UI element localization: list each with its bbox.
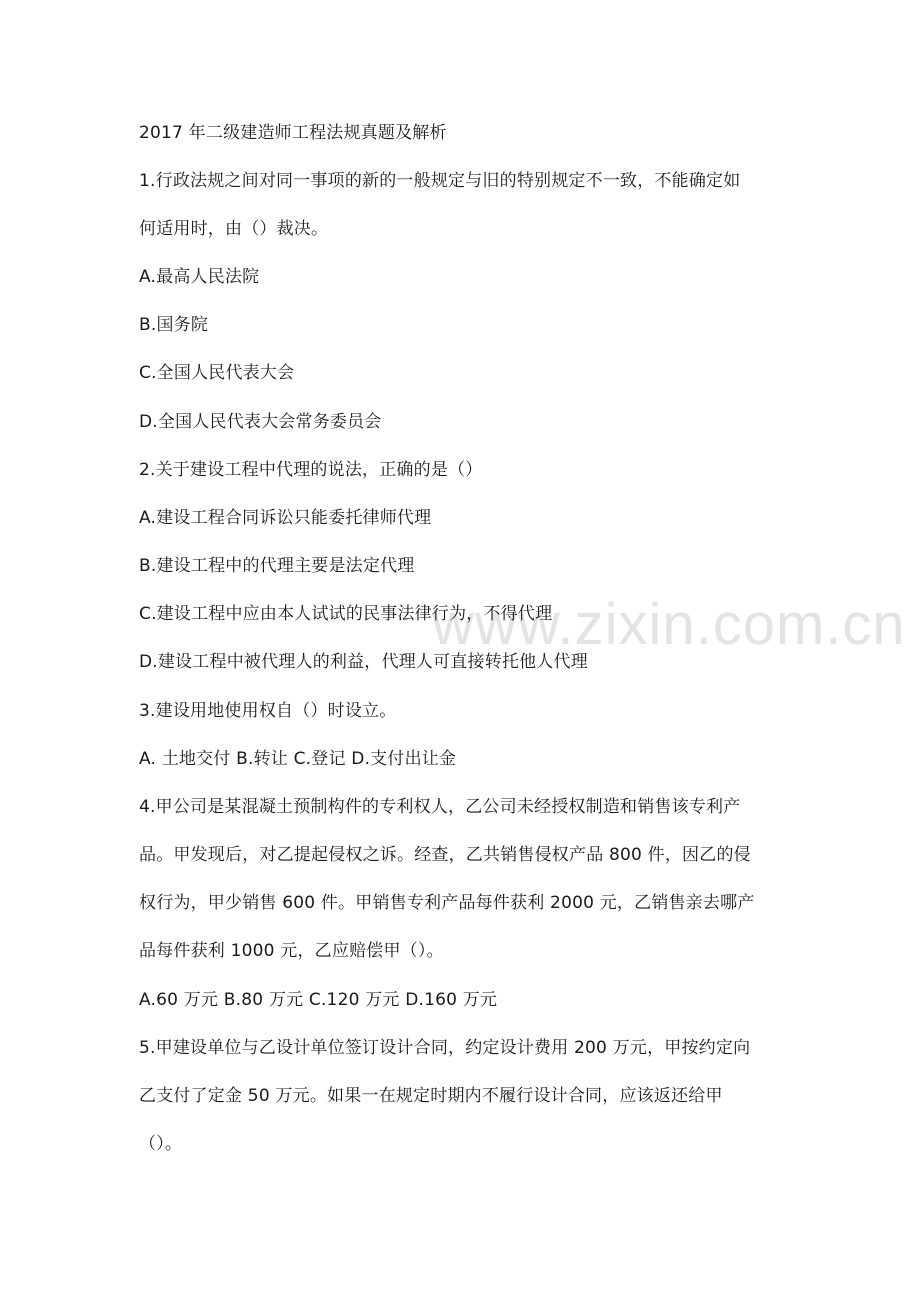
text-line: 权行为，甲少销售 600 件。甲销售专利产品每件获利 2000 元，乙销售亲去哪产 [139,893,755,913]
text-line: A.60 万元 B.80 万元 C.120 万元 D.160 万元 [139,990,498,1010]
text-line: A.建设工程合同诉讼只能委托律师代理 [139,508,432,528]
text-line: D.建设工程中被代理人的利益，代理人可直接转托他人代理 [139,652,588,672]
text-line: 乙支付了定金 50 万元。如果一在规定时期内不履行设计合同，应该返还给甲 [139,1086,723,1106]
text-line: 5.甲建设单位与乙设计单位签订设计合同，约定设计费用 200 万元，甲按约定向 [139,1038,751,1058]
text-line: 2.关于建设工程中代理的说法，正确的是（） [139,460,483,480]
text-line: 品。甲发现后，对乙提起侵权之诉。经查，乙共销售侵权产品 800 件，因乙的侵 [139,845,751,865]
text-line: D.全国人民代表大会常务委员会 [139,412,382,432]
watermark: www.zixin.com.cn [432,592,906,657]
text-line: 4.甲公司是某混凝土预制构件的专利权人，乙公司未经授权制造和销售该专利产 [139,797,741,817]
text-line: 3.建设用地使用权自（）时设立。 [139,701,397,721]
text-line: B.国务院 [139,315,209,335]
text-line: 1.行政法规之间对同一事项的新的一般规定与旧的特别规定不一致，不能确定如 [139,171,741,191]
text-line: A.最高人民法院 [139,267,260,287]
text-line: A. 土地交付 B.转让 C.登记 D.支付出让金 [139,749,457,769]
text-line: B.建设工程中的代理主要是法定代理 [139,556,415,576]
text-line: C.全国人民代表大会 [139,363,295,383]
document-title: 2017 年二级建造师工程法规真题及解析 [139,123,447,143]
text-line: （）。 [139,1134,183,1154]
text-line: 品每件获利 1000 元，乙应赔偿甲（）。 [139,941,444,961]
text-line: C.建设工程中应由本人试试的民事法律行为，不得代理 [139,604,553,624]
text-line: 何适用时，由（）裁决。 [139,219,329,239]
